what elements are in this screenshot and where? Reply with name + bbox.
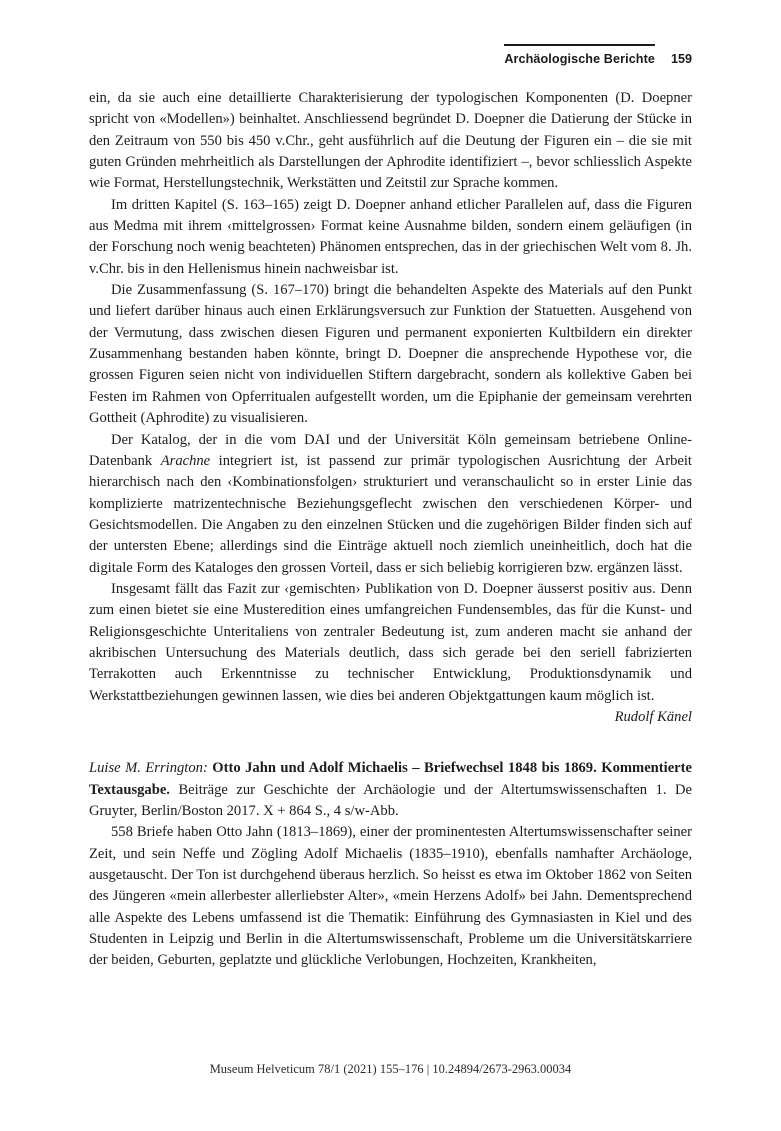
- footer-citation: Museum Helveticum 78/1 (2021) 155–176 | 10.24894/2673-2963.00034: [209, 1062, 572, 1076]
- paragraph-summary: Die Zusammenfassung (S. 167–170) bringt die behandelten Aspekte des Materials auf den Punkt und liefert darüber hinaus auch einen Erklärungsversuch zur Funktion der Statuetten. Ausgehend von der Vermutung, dass zwischen diesen Figuren und permanent exponierten Kultbildern ein direkter Zusammenhang bestanden haben könnte, bringt D. Doepner die ansprechende Hypothese vor, die grossen Figuren seien nicht von individuellen Stiftern dargebracht, sondern als kollektive Gaben bei Festen im Rahmen von Opferritualen aufgestellt worden, um die Epiphanie der gemeinsam verehrten Gottheit (Aphrodite) zu visualisieren.: [89, 282, 692, 427]
- running-head: [89, 44, 692, 68]
- paragraph-continuation: ein, da sie auch eine detaillierte Charakterisierung der typologischen Komponenten (D. Doepner spricht von «Modellen») beinhaltet. Anschliessend begründet D. Doepner die Datierung der Stücke in den Zeitraum von 550 bis 450 v.Chr., geht ausführlich auf die Deutung der Figuren ein – die sie mit guten Gründen mehrheitlich als Darstellungen der Aphrodite identifiziert –, bevor schliesslich Aspekte wie Format, Herstellungstechnik, Werkstätten und Zeitstil zur Sprache kommen.: [89, 90, 692, 192]
- running-head-title: Archäologische Berichte: [504, 52, 655, 66]
- review-heading: [89, 758, 692, 822]
- paragraph-conclusion: Insgesamt fällt das Fazit zur ‹gemischten› Publikation von D. Doepner äusserst positiv aus. Denn zum einen bietet sie eine Musteredition eines umfangreichen Fundensembles, das für die Kunst- und Religionsgeschichte Unteritaliens von zentraler Bedeutung ist, zum anderen macht sie anhand der akribischen Untersuchung des Materials deutlich, dass sich gerade bei den seriell fabrizierten Terrakotten auch Erkenntnisse zu technischer Entwicklung, Produktionsdynamik und Werkstattbeziehungen gewinnen lassen, wie dies bei anderen Objektgattungen kaum möglich ist.: [89, 580, 692, 704]
- running-head-rule: [504, 44, 655, 68]
- database-name: Arachne: [160, 452, 211, 469]
- paragraph-catalogue-part-1: Der Katalog, der in die vom DAI und der Universität Köln gemeinsam betriebene Online-Datenbank: [89, 431, 692, 469]
- paragraph-catalogue-part-2: integriert ist, ist passend zur primär typologischen Ausrichtung der Arbeit hierarchisch nach den ‹Kombinationsfolgen› strukturiert und veranschaulicht so in erster Linie das komplizierte matrizentechnische Beziehungsgeflecht zwischen den verschiedenen Körper- und Gesichtsmodellen. Die Angaben zu den einzelnen Stücken und die zugehörigen Bilder finden sich auf der untersten Ebene; allerdings sind die Einträge aktuell noch ziemlich uneinheitlich, doch hat die digitale Form des Kataloges den grossen Vorteil, dass er sich beliebig korrigieren bzw. ergänzen lässt.: [89, 452, 692, 576]
- review-bibliographic-info: Beiträge zur Geschichte der Archäologie und der Altertumswissenschaften 1. De Gruyter, Berlin/Boston 2017. X + 864 S., 4 s/w-Abb.: [89, 781, 692, 819]
- reviewer-signature: Rudolf Känel: [614, 708, 692, 725]
- paragraph-catalogue: [89, 430, 692, 579]
- page-number: 159: [670, 52, 692, 66]
- text-column: [89, 88, 692, 972]
- section-spacer: [89, 728, 692, 758]
- review-title: Otto Jahn und Adolf Michaelis – Briefwechsel 1848 bis 1869. Kommentierte Textausgabe.: [89, 760, 692, 798]
- paragraph-chapter-three: Im dritten Kapitel (S. 163–165) zeigt D. Doepner anhand etlicher Parallelen auf, dass die Figuren aus Medma mit ihrem ‹mittelgrossen› Format keine Ausnahme bilden, sondern einem geläufigen (in der Forschung noch wenig beachteten) Phänomen entsprechen, das in der griechischen Welt vom 8. Jh. v.Chr. bis in den Hellenismus hinein nachweisbar ist.: [89, 196, 692, 277]
- running-head-inner: [504, 44, 692, 68]
- review-paragraph-one: 558 Briefe haben Otto Jahn (1813–1869), einer der prominentesten Altertumswissenschafter seiner Zeit, und sein Neffe und Zögling Adolf Michaelis (1835–1910), ebenfalls namhafter Archäologe, ausgetauscht. Der Ton ist durchgehend überaus herzlich. So heisst es etwa im Oktober 1862 von Seiten des Jüngeren «mein allerbester allerliebster Alter», «mein Herzens Adolf» bei Jahn. Dementsprechend alle Aspekte des Lebens umfassend ist die Thematik: Einführung des Gymnasiasten in Kiel und des Studenten in Leipzig und Berlin in die Altertumswissenschaft, Probleme um die Universitätskarriere der beiden, Geburten, geplatzte und glückliche Verlobungen, Hochzeiten, Krankheiten,: [89, 824, 692, 969]
- review-author: Luise M. Errington:: [89, 760, 208, 777]
